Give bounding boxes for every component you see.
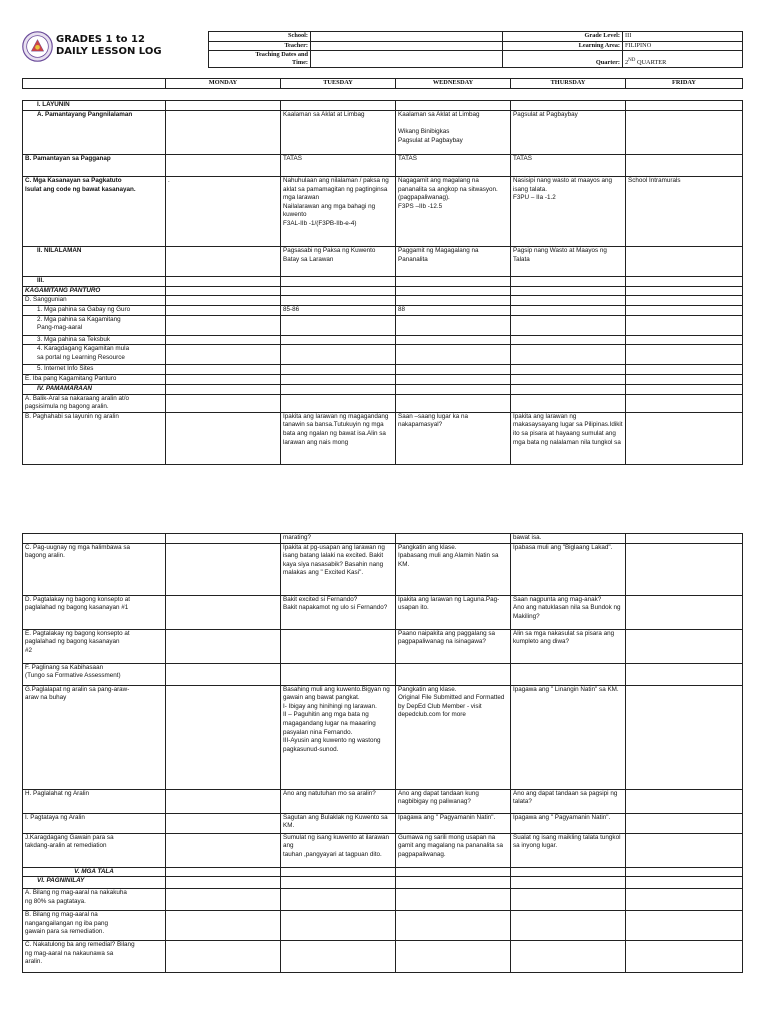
row-label: I. Pagtataya ng Aralin (23, 813, 166, 833)
row-label: H. Paglalahat ng Aralin (23, 789, 166, 813)
cell-monday (166, 595, 281, 629)
lesson-row (23, 394, 743, 412)
cell-wednesday: Pangkatin ang klase. Ipabasang muli ang Alamin Natin sa KM. (396, 543, 511, 595)
lesson-row (23, 877, 743, 889)
cell-wednesday: Nagagamit ang magalang na pananalita sa angkop na sitwasyon.(pagpapaliwanag). F3PS –IIb -12.5 (396, 177, 511, 247)
day-header-wednesday: WEDNESDAY (396, 79, 511, 89)
cell-wednesday: Ipakita ang larawan ng Laguna.Pag-usapan ito. (396, 595, 511, 629)
cell-friday (626, 543, 743, 595)
row-label: G.Paglalapat ng aralin sa pang-araw- araw na buhay (23, 685, 166, 789)
cell-wednesday (396, 374, 511, 384)
deped-seal-logo (22, 31, 53, 62)
lesson-row (23, 629, 743, 663)
lesson-row (23, 374, 743, 384)
lesson-row (23, 305, 743, 315)
row-label: E. Pagtalakay ng bagong konsepto at paglalahad ng bagong kasanayan #2 (23, 629, 166, 663)
lesson-row (23, 384, 743, 394)
row-label: A. Pamantayang Pangnilalaman (23, 111, 166, 155)
row-label: A. Bilang ng mag-aaral na nakakuha ng 80% sa pagtataya. (23, 889, 166, 911)
row-label: E. Iba pang Kagamitang Panturo (23, 374, 166, 384)
lesson-row (23, 177, 743, 247)
lesson-row (23, 685, 743, 789)
school-label: School: (209, 32, 311, 42)
cell-wednesday (396, 889, 511, 911)
cell-friday (626, 111, 743, 155)
cell-thursday (511, 296, 626, 306)
row-label: D. Sanggunian (23, 296, 166, 306)
school-field (311, 32, 503, 42)
cell-thursday: Ipabasa muli ang "Biglaang Lakad". (511, 543, 626, 595)
cell-wednesday (396, 277, 511, 287)
cell-thursday (511, 867, 626, 877)
cell-wednesday (396, 345, 511, 365)
cell-monday: . (166, 177, 281, 247)
cell-thursday: TATAS (511, 155, 626, 177)
page-title: GRADES 1 to 12 DAILY LESSON LOG (56, 34, 162, 57)
grade-level-value: III (623, 32, 743, 42)
learning-area-value: FILIPINO (623, 41, 743, 51)
cell-friday (626, 595, 743, 629)
cell-wednesday (396, 365, 511, 375)
cell-thursday (511, 315, 626, 335)
lesson-row (23, 101, 743, 111)
lesson-row (23, 412, 743, 464)
cell-friday (626, 534, 743, 544)
cell-friday (626, 345, 743, 365)
row-label (23, 534, 166, 544)
row-label: VI. PAGNINILAY (23, 877, 166, 889)
cell-monday (166, 101, 281, 111)
cell-tuesday (281, 867, 396, 877)
cell-thursday: Ipagawa ang " Pagyamanin Natin". (511, 813, 626, 833)
cell-thursday: Sualat ng isang maikling talata tungkol sa inyong lugar. (511, 833, 626, 867)
cell-friday (626, 813, 743, 833)
cell-monday (166, 111, 281, 155)
cell-thursday (511, 663, 626, 685)
teacher-field (311, 41, 503, 51)
cell-monday (166, 813, 281, 833)
cell-monday (166, 833, 281, 867)
row-label: II. NILALAMAN (23, 247, 166, 277)
cell-monday (166, 335, 281, 345)
lesson-row (23, 296, 743, 306)
cell-tuesday (281, 394, 396, 412)
cell-thursday (511, 877, 626, 889)
row-label: C. Nakatulong ba ang remedial? Bilang ng mag-aaral na nakaunawa sa aralin. (23, 941, 166, 973)
cell-monday (166, 247, 281, 277)
cell-tuesday (281, 629, 396, 663)
row-label: C. Pag-uugnay ng mga halimbawa sa bagong aralin. (23, 543, 166, 595)
cell-thursday (511, 911, 626, 941)
row-label: F. Paglinang sa Kabihasaan (Tungo sa Formative Assessment) (23, 663, 166, 685)
cell-friday (626, 277, 743, 287)
cell-monday (166, 412, 281, 464)
cell-thursday (511, 889, 626, 911)
cell-tuesday: Ipakita at pg-usapan ang larawan ng isang batang lalaki na excited. Bakit kaya siya nasasabik? Basahin nang malakas ang " Excited Kasi". (281, 543, 396, 595)
cell-friday (626, 889, 743, 911)
cell-thursday (511, 335, 626, 345)
lesson-table-page1 (22, 100, 743, 465)
row-label: 2. Mga pahina sa Kagamitang Pang-mag-aaral (23, 315, 166, 335)
cell-friday (626, 247, 743, 277)
cell-tuesday: Bakit excited si Fernando? Bakit napakamot ng ulo si Fernando? (281, 595, 396, 629)
cell-friday (626, 384, 743, 394)
teaching-dates-label: Teaching Dates and Time: (209, 51, 311, 68)
row-label: IV. PAMAMARAAN (23, 384, 166, 394)
row-label: B. Pamantayan sa Pagganap (23, 155, 166, 177)
cell-monday (166, 384, 281, 394)
cell-friday (626, 335, 743, 345)
cell-wednesday: Ano ang dapat tandaan kung nagbibigay ng paliwanag? (396, 789, 511, 813)
row-label: C. Mga Kasanayan sa Pagkatuto Isulat ang code ng bawat kasanayan. (23, 177, 166, 247)
row-label: B. Paghahabi sa layunin ng aralin (23, 412, 166, 464)
cell-friday (626, 867, 743, 877)
teaching-dates-field (311, 51, 503, 68)
cell-wednesday (396, 663, 511, 685)
row-label: I. LAYUNIN (23, 101, 166, 111)
cell-wednesday: Ipagawa ang " Pagyamanin Natin". (396, 813, 511, 833)
cell-thursday: Pagsip nang Wasto at Maayos ng Talata (511, 247, 626, 277)
cell-tuesday (281, 315, 396, 335)
row-label: KAGAMITANG PANTURO (23, 286, 166, 296)
cell-thursday: Ano ang dapat tandaan sa pagsipi ng talata? (511, 789, 626, 813)
cell-monday (166, 629, 281, 663)
row-label: B. Bilang ng mag-aaral na nangangailangan ng iba pang gawain para sa remediation. (23, 911, 166, 941)
cell-wednesday: Gumawa ng sarili mong usapan na gamit ang magalang na pananalita sa pagpapaliwanag. (396, 833, 511, 867)
quarter-value: 2ND QUARTER (623, 51, 743, 68)
row-label: J.Karagdagang Gawain para sa takdang-aralin at remediation (23, 833, 166, 867)
cell-monday (166, 534, 281, 544)
day-header-row (22, 78, 743, 89)
cell-wednesday (396, 296, 511, 306)
cell-wednesday: TATAS (396, 155, 511, 177)
day-header-friday: FRIDAY (626, 79, 743, 89)
cell-thursday (511, 277, 626, 287)
cell-friday (626, 286, 743, 296)
cell-monday (166, 305, 281, 315)
cell-wednesday (396, 315, 511, 335)
cell-wednesday (396, 335, 511, 345)
cell-thursday: bawat isa. (511, 534, 626, 544)
cell-wednesday (396, 911, 511, 941)
cell-thursday: Ipakita ang larawan ng makasaysayang lugar sa Pilipinas.Idikit ito sa pisara at hayaang sumulat ang mga bata ng nalalaman nila tungkol sa (511, 412, 626, 464)
cell-wednesday: Pangkatin ang klase. Original File Submitted and Formatted by DepEd Club Member - visit depedclub.com for more (396, 685, 511, 789)
cell-tuesday: Pagsasabi ng Paksa ng Kuwento Batay sa Larawan (281, 247, 396, 277)
cell-tuesday (281, 101, 396, 111)
lesson-row (23, 111, 743, 155)
cell-thursday (511, 365, 626, 375)
cell-thursday: Nasisipi nang wasto at maayos ang isang talata. F3PU – IIa -1.2 (511, 177, 626, 247)
cell-tuesday (281, 335, 396, 345)
cell-thursday: Alin sa mga nakasulat sa pisara ang kumpleto ang diwa? (511, 629, 626, 663)
cell-wednesday (396, 394, 511, 412)
grade-level-label: Grade Level: (503, 32, 623, 42)
cell-monday (166, 911, 281, 941)
cell-monday (166, 941, 281, 973)
day-header-tuesday: TUESDAY (281, 79, 396, 89)
cell-tuesday: Sagutan ang Bulaklak ng Kuwento sa KM. (281, 813, 396, 833)
row-label: A. Balik-Aral sa nakaraang aralin at/o pagsisimula ng bagong aralin. (23, 394, 166, 412)
cell-friday (626, 663, 743, 685)
cell-wednesday: Paggamit ng Magagalang na Pananalita (396, 247, 511, 277)
cell-thursday: Pagsulat at Pagbaybay (511, 111, 626, 155)
lesson-row (23, 277, 743, 287)
cell-tuesday: 85-86 (281, 305, 396, 315)
day-header-monday: MONDAY (166, 79, 281, 89)
cell-tuesday (281, 889, 396, 911)
cell-friday (626, 941, 743, 973)
row-label: V. MGA TALA (23, 867, 166, 877)
cell-tuesday (281, 277, 396, 287)
cell-monday (166, 155, 281, 177)
cell-friday (626, 155, 743, 177)
cell-friday (626, 365, 743, 375)
lesson-row (23, 543, 743, 595)
cell-thursday (511, 384, 626, 394)
cell-tuesday (281, 384, 396, 394)
cell-tuesday (281, 877, 396, 889)
cell-monday (166, 365, 281, 375)
cell-wednesday (396, 867, 511, 877)
cell-thursday: Ipagawa ang " Linangin Natin" sa KM. (511, 685, 626, 789)
cell-wednesday (396, 877, 511, 889)
lesson-row (23, 813, 743, 833)
cell-tuesday: Kaalaman sa Aklat at Limbag (281, 111, 396, 155)
row-label: 3. Mga pahina sa Teksbuk (23, 335, 166, 345)
cell-wednesday: Saan –saang lugar ka na nakapamasyal? (396, 412, 511, 464)
lesson-row (23, 315, 743, 335)
cell-friday (626, 394, 743, 412)
cell-tuesday: Basahing muli ang kuwento.Bigyan ng gawain ang bawat pangkat. I- Ibigay ang hinihingi ng larawan. II – Paguhitin ang mga bata ng magagandang lugar na maaaring pasyalan nina Fernando. III-Ayusin ang kuwento ng wastong pagkasunud-sunod. (281, 685, 396, 789)
teacher-label: Teacher: (209, 41, 311, 51)
cell-wednesday (396, 534, 511, 544)
cell-thursday (511, 305, 626, 315)
cell-tuesday (281, 345, 396, 365)
cell-wednesday: 88 (396, 305, 511, 315)
learning-area-label: Learning Area: (503, 41, 623, 51)
cell-monday (166, 867, 281, 877)
cell-tuesday (281, 941, 396, 973)
cell-monday (166, 663, 281, 685)
lesson-row (23, 911, 743, 941)
cell-tuesday (281, 286, 396, 296)
cell-friday (626, 833, 743, 867)
cell-tuesday (281, 374, 396, 384)
lesson-row (23, 789, 743, 813)
cell-thursday (511, 941, 626, 973)
cell-thursday (511, 345, 626, 365)
cell-wednesday (396, 286, 511, 296)
cell-friday (626, 412, 743, 464)
quarter-label: Quarter: (503, 51, 623, 68)
cell-monday (166, 286, 281, 296)
cell-tuesday: Sumulat ng isang kuwento at ilarawan ang tauhan ,pangyayari at tagpuan dito. (281, 833, 396, 867)
cell-monday (166, 789, 281, 813)
cell-friday (626, 315, 743, 335)
day-header-thursday: THURSDAY (511, 79, 626, 89)
cell-thursday (511, 286, 626, 296)
cell-friday (626, 629, 743, 663)
cell-monday (166, 877, 281, 889)
lesson-row (23, 247, 743, 277)
cell-monday (166, 277, 281, 287)
cell-monday (166, 296, 281, 306)
cell-tuesday (281, 911, 396, 941)
day-header-blank (23, 79, 166, 89)
cell-friday (626, 685, 743, 789)
lesson-row (23, 833, 743, 867)
cell-friday (626, 305, 743, 315)
cell-monday (166, 315, 281, 335)
lesson-row (23, 365, 743, 375)
cell-friday (626, 101, 743, 111)
lesson-row (23, 941, 743, 973)
cell-monday (166, 394, 281, 412)
cell-monday (166, 685, 281, 789)
cell-tuesday: marating? (281, 534, 396, 544)
cell-monday (166, 345, 281, 365)
cell-thursday (511, 101, 626, 111)
cell-tuesday: Nahuhulaan ang nilalaman / paksa ng aklat sa pamamagitan ng pagtinginsa mga larawan Nailalarawan ang mga bahagi ng kuwento F3AL-IIb -1/(F3PB-IIb-e-4) (281, 177, 396, 247)
cell-tuesday: Ano ang natutuhan mo sa aralin? (281, 789, 396, 813)
lesson-row (23, 286, 743, 296)
cell-friday (626, 877, 743, 889)
cell-tuesday (281, 663, 396, 685)
row-label: 1. Mga pahina sa Gabay ng Guro (23, 305, 166, 315)
row-label: 5. Internet Info Sites (23, 365, 166, 375)
cell-friday (626, 296, 743, 306)
cell-tuesday (281, 365, 396, 375)
row-label: D. Pagtalakay ng bagong konsepto at paglalahad ng bagong kasanayan #1 (23, 595, 166, 629)
cell-tuesday: TATAS (281, 155, 396, 177)
lesson-row (23, 867, 743, 877)
lesson-table-page2 (22, 533, 743, 973)
cell-wednesday: Paano naipakita ang paggalang sa pagpapaliwanag na isinagawa? (396, 629, 511, 663)
row-label: 4. Karagdagang Kagamitan mula sa portal ng Learning Resource (23, 345, 166, 365)
cell-tuesday (281, 296, 396, 306)
cell-wednesday (396, 101, 511, 111)
cell-thursday: Saan nagpunta ang mag-anak? Ano ang natuklasan nila sa Bundok ng Makiling? (511, 595, 626, 629)
cell-wednesday: Kaalaman sa Aklat at Limbag Wikang Binibigkas Pagsulat at Pagbaybay (396, 111, 511, 155)
lesson-row (23, 155, 743, 177)
lesson-row (23, 534, 743, 544)
cell-friday: School Intramurals (626, 177, 743, 247)
cell-tuesday: Ipakita ang larawan ng magagandang tanawin sa bansa.Tutukuyin ng mga bata ang ngalan ng bawat isa.Alin sa larawan ang nais mong (281, 412, 396, 464)
cell-wednesday (396, 384, 511, 394)
cell-friday (626, 789, 743, 813)
row-label: III. (23, 277, 166, 287)
lesson-row (23, 335, 743, 345)
cell-wednesday (396, 941, 511, 973)
lesson-row (23, 663, 743, 685)
header-info-table (208, 31, 743, 68)
cell-monday (166, 543, 281, 595)
lesson-row (23, 345, 743, 365)
cell-monday (166, 889, 281, 911)
cell-thursday (511, 394, 626, 412)
cell-friday (626, 911, 743, 941)
cell-thursday (511, 374, 626, 384)
lesson-row (23, 595, 743, 629)
cell-friday (626, 374, 743, 384)
lesson-row (23, 889, 743, 911)
cell-monday (166, 374, 281, 384)
